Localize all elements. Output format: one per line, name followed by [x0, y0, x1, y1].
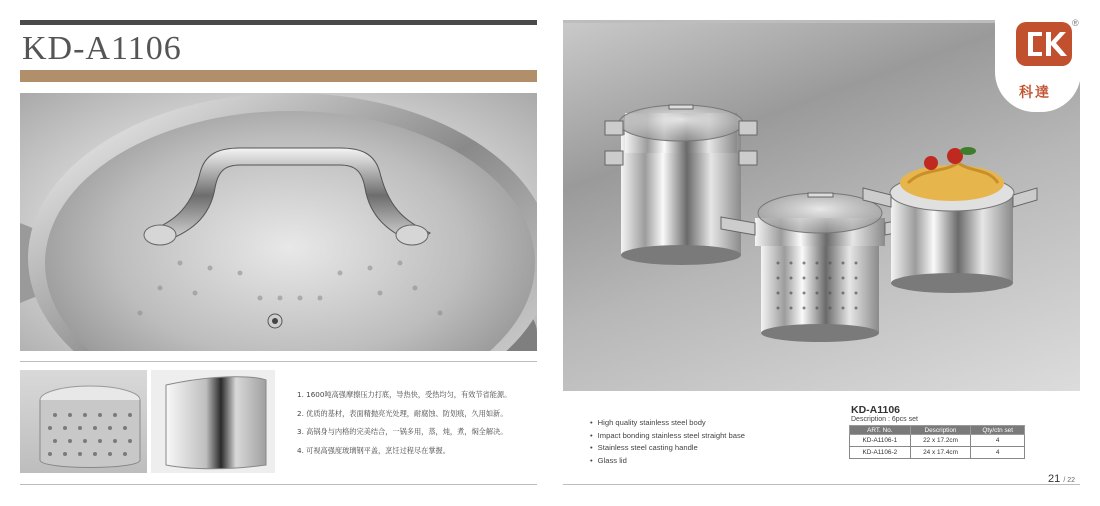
spec-description: Description : 6pcs set	[851, 416, 918, 423]
feature-cn-item: 1. 1600吨高强摩擦压力打底，导热快，受热均匀，有效节省能源。	[297, 390, 512, 399]
chinese-feature-list	[297, 390, 537, 464]
table-row	[850, 447, 1025, 459]
spec-col-description: Description	[910, 426, 971, 435]
feature-en-item: • Stainless steel casting handle	[590, 443, 745, 453]
pot-interior-photo	[151, 370, 275, 473]
table-row	[850, 435, 1025, 447]
model-title: KD-A1106	[22, 30, 182, 67]
hero-lid-photo	[20, 93, 537, 351]
feature-en-item: • High quality stainless steel body	[590, 418, 745, 428]
table-cell: KD-A1106-1	[850, 435, 911, 447]
divider-left-top	[20, 361, 537, 362]
spec-table-header-row	[850, 426, 1025, 435]
lid-closeup-illustration	[20, 93, 537, 351]
table-cell: 22 x 17.2cm	[910, 435, 971, 447]
spec-col-art-no: ART. No.	[850, 426, 911, 435]
spec-model-title: KD-A1106	[851, 404, 901, 416]
table-cell: KD-A1106-2	[850, 447, 911, 459]
registered-mark: ®	[1072, 18, 1079, 28]
page-total: / 22	[1063, 477, 1075, 484]
page-number	[1048, 473, 1075, 485]
pot-interior-illustration	[151, 370, 275, 473]
top-rule-left	[20, 20, 537, 25]
gold-accent-bar	[20, 70, 537, 82]
spec-col-qty: Qty/ctn set	[971, 426, 1025, 435]
feature-cn-item: 4. 可视高强度玻璃钢平盖，烹饪过程尽在掌握。	[297, 445, 450, 455]
spec-table	[849, 425, 1025, 459]
page-current: 21	[1048, 473, 1061, 485]
brand-logo-icon	[1016, 22, 1072, 66]
feature-cn-item: 3. 高锅身与内格的完美结合，一锅多用，蒸，炖，煮，焖全解决。	[297, 427, 508, 436]
brand-name-cn: 科達	[1019, 85, 1051, 101]
table-cell: 4	[971, 447, 1025, 459]
table-cell: 4	[971, 435, 1025, 447]
table-cell: 24 x 17.4cm	[910, 447, 971, 459]
divider-left-bottom	[20, 484, 537, 485]
divider-right-bottom	[563, 484, 1080, 485]
feature-cn-item: 2. 优质的基材，表面精抛亮光处理，耐腐蚀、防划痕，久用如新。	[297, 408, 508, 418]
steamer-basket-illustration	[20, 370, 147, 473]
feature-en-item: • Glass lid	[590, 456, 745, 466]
feature-en-item: • Impact bonding stainless steel straight base	[590, 431, 745, 441]
english-feature-list	[590, 418, 745, 469]
steamer-insert-photo	[20, 370, 147, 473]
